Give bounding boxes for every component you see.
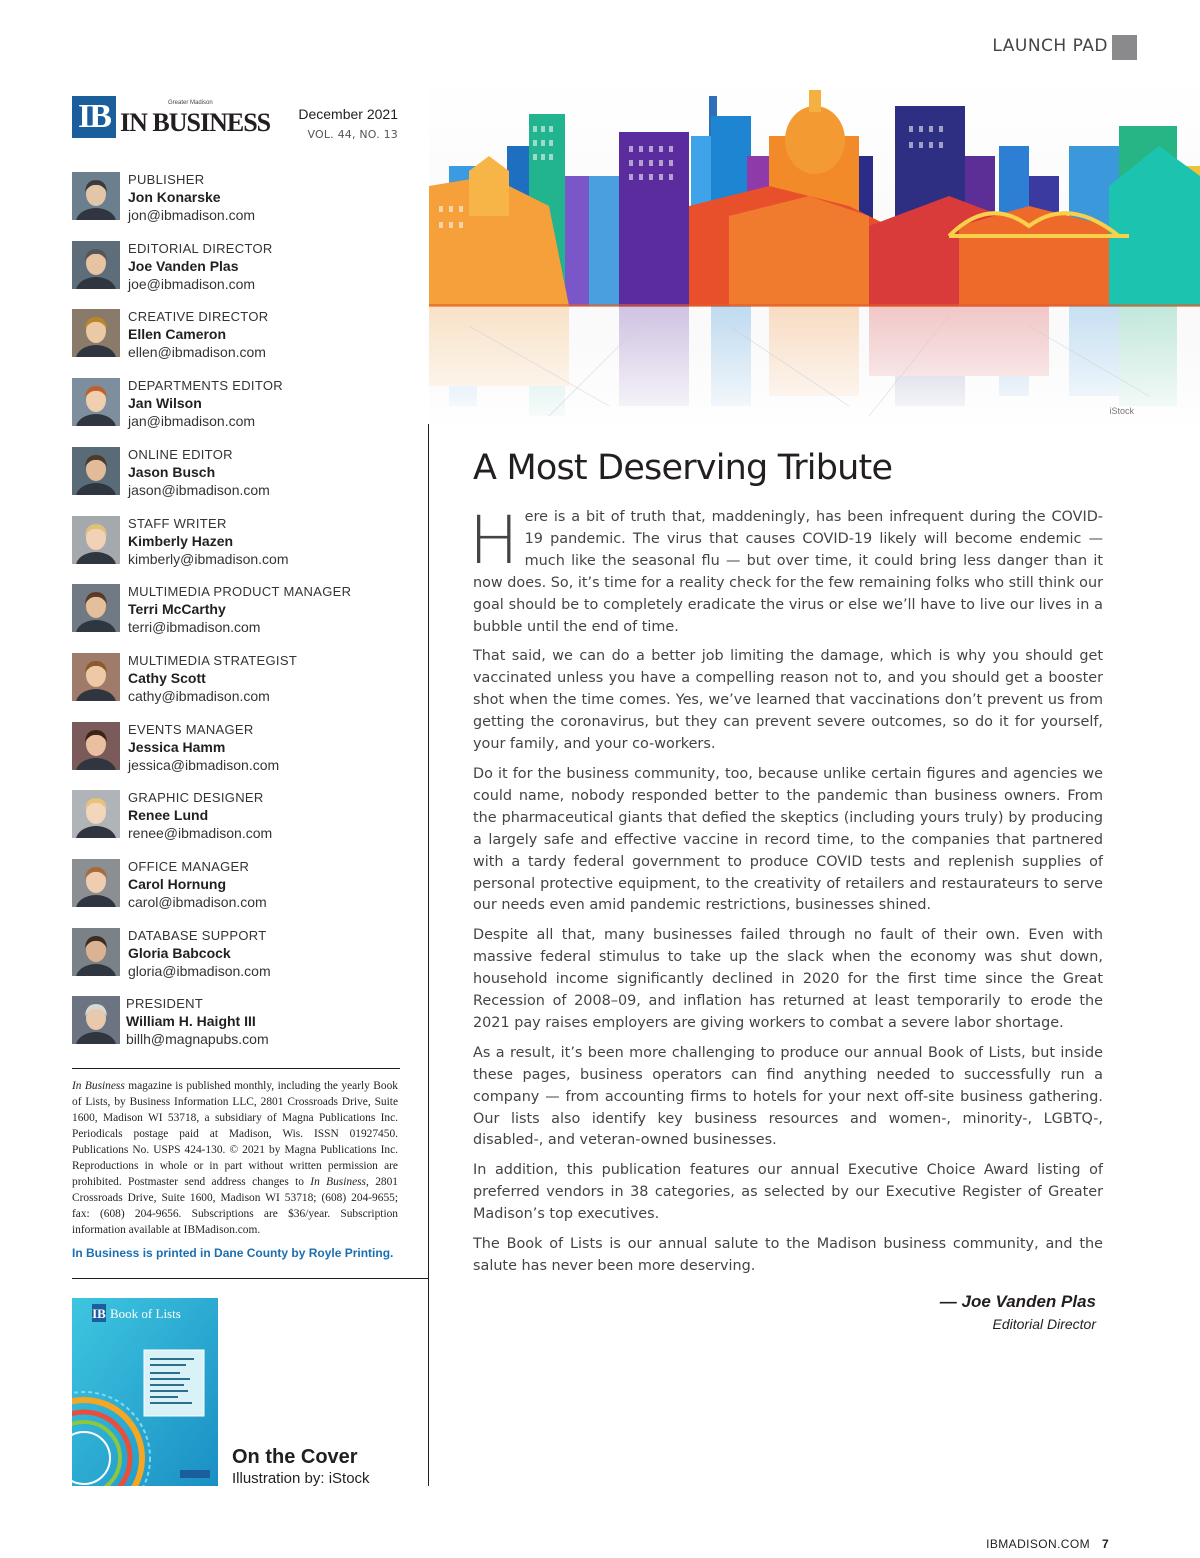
staff-email[interactable]: jessica@ibmadison.com (128, 757, 280, 773)
staff-role: ONLINE EDITOR (128, 447, 233, 462)
staff-photo (72, 996, 120, 1044)
staff-text (128, 722, 279, 774)
staff-entry (72, 447, 402, 507)
issue-volume: VOL. 44, NO. 13 (307, 128, 398, 141)
staff-email[interactable]: renee@ibmadison.com (128, 825, 273, 841)
column-divider (428, 424, 429, 1486)
staff-name: Terri McCarthy (128, 601, 226, 617)
footer-website[interactable]: IBMADISON.COM (986, 1537, 1090, 1551)
staff-text (128, 378, 283, 430)
staff-email[interactable]: joe@ibmadison.com (128, 276, 256, 292)
staff-photo (72, 516, 120, 564)
staff-photo (72, 241, 120, 289)
cover-thumbnail (72, 1298, 218, 1486)
staff-text (128, 447, 270, 499)
staff-photo (72, 378, 120, 426)
staff-entry (72, 996, 402, 1056)
staff-text (128, 241, 273, 293)
staff-name: Ellen Cameron (128, 326, 227, 342)
staff-name: Carol Hornung (128, 876, 226, 892)
staff-entry (72, 241, 402, 301)
signature-name: — Joe Vanden Plas (939, 1292, 1096, 1311)
staff-photo (72, 584, 120, 632)
cover-illustration (72, 1298, 218, 1486)
staff-name: Gloria Babcock (128, 945, 231, 961)
staff-photo (72, 859, 120, 907)
section-marker (1112, 35, 1137, 60)
staff-role: GRAPHIC DESIGNER (128, 790, 264, 805)
staff-text (128, 928, 271, 980)
sidebar-divider (72, 1068, 400, 1069)
staff-text (128, 859, 267, 911)
staff-name: Joe Vanden Plas (128, 258, 239, 274)
staff-role: STAFF WRITER (128, 516, 227, 531)
article-paragraph: The Book of Lists is our annual salute to the Madison business community, and the salute has never been more deserving. (473, 1236, 1103, 1274)
staff-name: Jason Busch (128, 464, 216, 480)
staff-email[interactable]: kimberly@ibmadison.com (128, 551, 289, 567)
staff-entry (72, 516, 402, 576)
publication-info-text: magazine is published monthly, including the yearly Book of Lists, by Business Information LLC, 2801 Crossroads Drive, Suite 1600, Madison WI 53718, a subsidiary of Magna Publications Inc. Periodicals postage paid at Madison, Wis. ISSN 01927450. Publications No. USPS 424-130. © 2021 by Magna Publications Inc. Reproductions in whole or in part without written permission are prohibited. Postmaster send address changes to (72, 1080, 398, 1188)
staff-email[interactable]: billh@magnapubs.com (126, 1031, 269, 1047)
staff-photo (72, 309, 120, 357)
on-the-cover-title: On the Cover (232, 1446, 358, 1468)
article-paragraph: In addition, this publication features our annual Executive Choice Award listing of preferred vendors in 38 categories, as selected by our Executive Register of Greater Madison’s top executives. (473, 1162, 1103, 1223)
staff-email[interactable]: jason@ibmadison.com (128, 482, 270, 498)
staff-email[interactable]: carol@ibmadison.com (128, 894, 267, 910)
staff-role: DATABASE SUPPORT (128, 928, 267, 943)
staff-role: EDITORIAL DIRECTOR (128, 241, 273, 256)
staff-email[interactable]: terri@ibmadison.com (128, 619, 261, 635)
staff-name: Jan Wilson (128, 395, 202, 411)
drop-cap: H (469, 502, 519, 579)
article-headline: A Most Deserving Tribute (473, 448, 893, 488)
staff-photo (72, 790, 120, 838)
staff-email[interactable]: cathy@ibmadison.com (128, 688, 270, 704)
signature-title: Editorial Director (992, 1316, 1096, 1332)
staff-name: Renee Lund (128, 807, 209, 823)
staff-text (128, 516, 288, 568)
article-paragraph (469, 502, 1103, 638)
article-paragraph: Despite all that, many businesses failed through no fault of their own. Even with massive federal stimulus to take up the slack when the economy was shut down, household income significantly declined in 2020 for the first time since the Great Recession of 2008–09, and inflation has returned at least temporarily to erode the 2021 pay raises employers are giving workers to combat a severe labor shortage. (473, 927, 1103, 1031)
staff-role: OFFICE MANAGER (128, 859, 250, 874)
staff-text (128, 790, 272, 842)
staff-entry (72, 859, 402, 919)
logo-tagline: Greater Madison (168, 100, 213, 106)
cover-thumb-title: Book of Lists (110, 1306, 181, 1321)
staff-entry (72, 378, 402, 438)
staff-entry (72, 309, 402, 369)
magazine-name-2: In Business (310, 1176, 366, 1188)
staff-text (126, 996, 269, 1048)
staff-role: MULTIMEDIA STRATEGIST (128, 653, 298, 668)
staff-entry (72, 172, 402, 232)
staff-photo (72, 447, 120, 495)
skyline-illustration (429, 76, 1200, 424)
staff-entry (72, 928, 402, 988)
staff-entry (72, 790, 402, 850)
article-body (469, 502, 1103, 1286)
cover-credit: Illustration by: iStock (232, 1470, 370, 1487)
staff-photo (72, 172, 120, 220)
printed-by-note: In Business is printed in Dane County by Royle Printing. (72, 1246, 394, 1260)
article-paragraph: That said, we can do a better job limiting the damage, which is why you should get vaccinated unless you have a compelling reason not to, and you should get a booster shot when the time comes. Yes, we’ve learned that vaccinations don’t prevent us from getting the coronavirus, but they can prevent severe outcomes, so do it for yourself, your family, and your co-workers. (473, 648, 1103, 753)
staff-email[interactable]: jan@ibmadison.com (128, 413, 256, 429)
section-label: LAUNCH PAD (992, 36, 1108, 56)
masthead (72, 96, 402, 146)
staff-name: Kimberly Hazen (128, 533, 234, 549)
staff-role: EVENTS MANAGER (128, 722, 254, 737)
staff-name: Jessica Hamm (128, 739, 226, 755)
staff-text (128, 653, 297, 705)
staff-name: William H. Haight III (126, 1013, 256, 1029)
publication-info-text-2: , 2801 Crossroads Drive, Suite 1600, Madison WI 53718; (608) 204-9655; fax: (608) 204-9656. Subscriptions are $36/year. Subscription information available at IBMadison.com. (72, 1176, 398, 1236)
staff-name: Jon Konarske (128, 189, 221, 205)
staff-role: PUBLISHER (128, 172, 205, 187)
issue-date: December 2021 (298, 106, 398, 122)
staff-entry (72, 653, 402, 713)
staff-text (128, 309, 268, 361)
staff-entry (72, 722, 402, 782)
staff-entry (72, 584, 402, 644)
staff-name: Cathy Scott (128, 670, 206, 686)
staff-photo (72, 722, 120, 770)
article-paragraph: Do it for the business community, too, because unlike certain figures and agencies we could name, nobody responded better to the pandemic than business owners. From the pharmaceutical giants that defied the skeptics (including yours truly) by producing a largely safe and effective vaccine in record time, to the companies that partnered with a tardy federal government to produce COVID tests and replenish supplies of personal protective equipment, to the creativity of retailers and restaurateurs to serve our needs even amid pandemic restrictions, businesses shined. (473, 765, 1103, 914)
logo-ib-mark: IB (72, 96, 116, 138)
publication-info (72, 1078, 398, 1238)
staff-role: CREATIVE DIRECTOR (128, 309, 269, 324)
cover-thumb-logo: IB (92, 1306, 106, 1321)
staff-role: DEPARTMENTS EDITOR (128, 378, 283, 393)
hero-skyline-image (429, 76, 1200, 424)
in-business-logo (72, 96, 271, 140)
paragraph-text: ere is a bit of truth that, maddeningly, has been infrequent during the COVID-19 pandemic. The virus that causes COVID-19 likely will become endemic — much like the seasonal flu — but over time, it could bring less danger than it now does. So, it’s time for a reality check for the few remaining folks who still think our goal should be to completely eradicate the virus or else we’ll have to live our lives in a bubble until the end of time. (473, 509, 1103, 635)
staff-text (128, 584, 351, 636)
sidebar-divider-2 (72, 1278, 428, 1279)
photo-credit: iStock (1109, 406, 1134, 416)
staff-photo (72, 928, 120, 976)
article-paragraph: As a result, it’s been more challenging to produce our annual Book of Lists, but inside these pages, business operators can find anything needed to successfully run a company — from accounting firms to hotels for your next off-site business gathering. Our lists also identify key business resources and women-, minority-, LGBTQ-, disabled-, and veteran-owned businesses. (473, 1044, 1103, 1149)
staff-email[interactable]: ellen@ibmadison.com (128, 344, 266, 360)
page-number: 7 (1102, 1537, 1109, 1551)
magazine-name: In Business (72, 1080, 125, 1092)
logo-wordmark: IN BUSINESS (120, 108, 271, 137)
staff-email[interactable]: jon@ibmadison.com (128, 207, 256, 223)
staff-email[interactable]: gloria@ibmadison.com (128, 963, 271, 979)
staff-text (128, 172, 255, 224)
staff-role: PRESIDENT (126, 996, 204, 1011)
staff-photo (72, 653, 120, 701)
staff-role: MULTIMEDIA PRODUCT MANAGER (128, 584, 352, 599)
